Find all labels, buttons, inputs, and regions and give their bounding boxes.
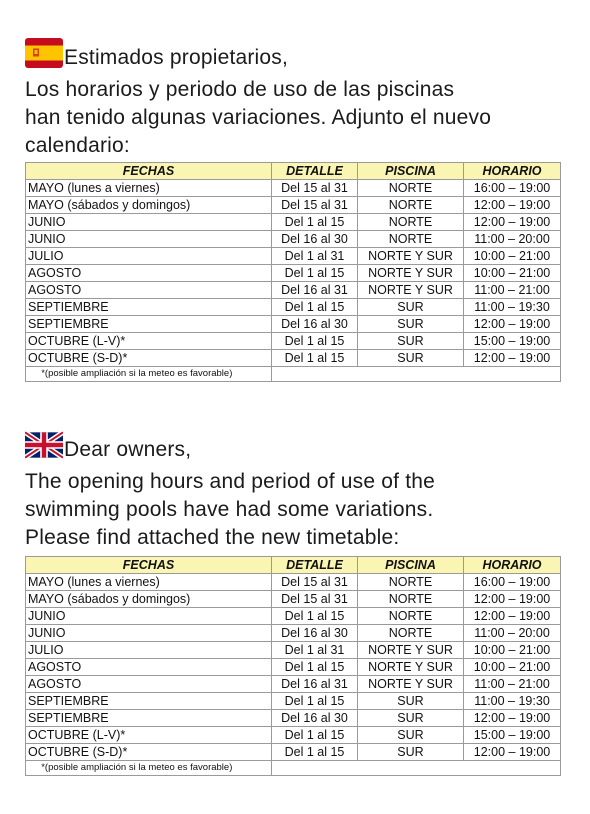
cell-fechas: MAYO (lunes a viernes) [26,574,272,591]
table-row [26,642,561,659]
cell-piscina: NORTE Y SUR [358,676,464,693]
cell-fechas: JUNIO [26,608,272,625]
table-row [26,265,561,282]
cell-horario: 10:00 – 21:00 [464,642,561,659]
cell-piscina: NORTE [358,608,464,625]
cell-horario: 12:00 – 19:00 [464,710,561,727]
table-row [26,608,561,625]
spanish-greeting-line [25,38,585,76]
table-row [26,350,561,367]
cell-detalle: Del 1 al 15 [272,659,358,676]
table-row [26,574,561,591]
table-row [26,591,561,608]
cell-detalle: Del 1 al 15 [272,299,358,316]
table-row [26,282,561,299]
schedule-table-english [25,556,561,776]
cell-piscina: NORTE Y SUR [358,659,464,676]
header-detalle: DETALLE [272,557,358,574]
table-row [26,197,561,214]
cell-detalle: Del 1 al 15 [272,265,358,282]
spanish-line-3: han tenido algunas variaciones. Adjunto el nuevo [25,106,492,129]
spain-flag-icon [25,38,63,76]
spanish-message [25,38,585,160]
cell-horario: 15:00 – 19:00 [464,727,561,744]
cell-fechas: MAYO (sábados y domingos) [26,591,272,608]
cell-piscina: SUR [358,333,464,350]
table-row [26,248,561,265]
cell-piscina: SUR [358,744,464,761]
table-row [26,659,561,676]
cell-detalle: Del 15 al 31 [272,180,358,197]
cell-fechas: OCTUBRE (S-D)* [26,350,272,367]
cell-horario: 10:00 – 21:00 [464,248,561,265]
spanish-greeting: Estimados propietarios, [64,46,289,69]
cell-detalle: Del 15 al 31 [272,574,358,591]
cell-detalle: Del 16 al 30 [272,625,358,642]
cell-horario: 11:00 – 20:00 [464,625,561,642]
header-horario: HORARIO [464,557,561,574]
cell-piscina: NORTE [358,625,464,642]
cell-fechas: JULIO [26,642,272,659]
cell-horario: 11:00 – 21:00 [464,282,561,299]
cell-fechas: SEPTIEMBRE [26,299,272,316]
header-fechas: FECHAS [26,557,272,574]
header-piscina: PISCINA [358,557,464,574]
cell-piscina: NORTE [358,180,464,197]
header-detalle: DETALLE [272,163,358,180]
cell-horario: 10:00 – 21:00 [464,659,561,676]
cell-detalle: Del 16 al 30 [272,231,358,248]
cell-piscina: SUR [358,350,464,367]
table-note: *(posible ampliación si la meteo es favorable) [26,367,272,382]
cell-horario: 12:00 – 19:00 [464,591,561,608]
cell-fechas: MAYO (lunes a viernes) [26,180,272,197]
english-line-3: swimming pools have had some variations. [25,498,434,521]
header-horario: HORARIO [464,163,561,180]
schedule-table-spanish [25,162,561,382]
cell-fechas: JUNIO [26,625,272,642]
cell-piscina: NORTE Y SUR [358,265,464,282]
cell-horario: 11:00 – 19:30 [464,299,561,316]
cell-detalle: Del 1 al 15 [272,350,358,367]
cell-horario: 15:00 – 19:00 [464,333,561,350]
cell-horario: 11:00 – 21:00 [464,676,561,693]
cell-detalle: Del 1 al 15 [272,608,358,625]
cell-detalle: Del 16 al 31 [272,282,358,299]
cell-detalle: Del 1 al 15 [272,214,358,231]
spanish-line-4: calendario: [25,134,130,157]
table-row [26,625,561,642]
table-note-row [26,761,561,776]
cell-fechas: SEPTIEMBRE [26,693,272,710]
cell-piscina: NORTE [358,591,464,608]
cell-fechas: OCTUBRE (L-V)* [26,727,272,744]
cell-piscina: SUR [358,727,464,744]
cell-piscina: SUR [358,710,464,727]
cell-fechas: AGOSTO [26,676,272,693]
cell-detalle: Del 1 al 15 [272,693,358,710]
table-row [26,180,561,197]
cell-horario: 11:00 – 19:30 [464,693,561,710]
cell-horario: 10:00 – 21:00 [464,265,561,282]
cell-detalle: Del 16 al 30 [272,316,358,333]
table-body [26,180,561,367]
cell-piscina: NORTE [358,214,464,231]
cell-detalle: Del 1 al 31 [272,642,358,659]
table-note: *(posible ampliación si la meteo es favorable) [26,761,272,776]
header-fechas: FECHAS [26,163,272,180]
cell-detalle: Del 15 al 31 [272,197,358,214]
cell-piscina: NORTE [358,231,464,248]
cell-detalle: Del 1 al 15 [272,744,358,761]
cell-horario: 12:00 – 19:00 [464,744,561,761]
table-header-row [26,557,561,574]
cell-fechas: AGOSTO [26,659,272,676]
cell-piscina: NORTE Y SUR [358,642,464,659]
table-row [26,231,561,248]
cell-horario: 16:00 – 19:00 [464,180,561,197]
cell-detalle: Del 1 al 15 [272,333,358,350]
english-greeting-line [25,430,585,468]
table-row [26,676,561,693]
cell-piscina: SUR [358,316,464,333]
header-piscina: PISCINA [358,163,464,180]
cell-piscina: NORTE [358,574,464,591]
cell-fechas: OCTUBRE (L-V)* [26,333,272,350]
cell-horario: 16:00 – 19:00 [464,574,561,591]
table-row [26,316,561,333]
cell-detalle: Del 16 al 30 [272,710,358,727]
spanish-line-2: Los horarios y periodo de uso de las piscinas [25,78,455,101]
cell-fechas: SEPTIEMBRE [26,710,272,727]
cell-horario: 11:00 – 20:00 [464,231,561,248]
cell-horario: 12:00 – 19:00 [464,214,561,231]
table-row [26,299,561,316]
english-line-4: Please find attached the new timetable: [25,526,400,549]
cell-fechas: SEPTIEMBRE [26,316,272,333]
cell-detalle: Del 1 al 15 [272,727,358,744]
table-row [26,333,561,350]
cell-fechas: MAYO (sábados y domingos) [26,197,272,214]
cell-piscina: NORTE Y SUR [358,282,464,299]
cell-fechas: JUNIO [26,214,272,231]
english-line-2: The opening hours and period of use of the [25,470,436,493]
cell-horario: 12:00 – 19:00 [464,197,561,214]
table-body [26,574,561,761]
english-greeting: Dear owners, [64,438,192,461]
cell-detalle: Del 15 al 31 [272,591,358,608]
cell-detalle: Del 1 al 31 [272,248,358,265]
table-note-row [26,367,561,382]
english-message [25,430,585,552]
table-header-row [26,163,561,180]
cell-fechas: AGOSTO [26,282,272,299]
cell-fechas: JULIO [26,248,272,265]
cell-horario: 12:00 – 19:00 [464,350,561,367]
cell-horario: 12:00 – 19:00 [464,608,561,625]
table-row [26,727,561,744]
cell-fechas: OCTUBRE (S-D)* [26,744,272,761]
table-row [26,710,561,727]
uk-flag-icon [25,430,63,468]
cell-piscina: SUR [358,693,464,710]
cell-piscina: NORTE Y SUR [358,248,464,265]
cell-detalle: Del 16 al 31 [272,676,358,693]
cell-fechas: JUNIO [26,231,272,248]
cell-piscina: SUR [358,299,464,316]
cell-piscina: NORTE [358,197,464,214]
table-row [26,693,561,710]
table-row [26,214,561,231]
table-row [26,744,561,761]
cell-horario: 12:00 – 19:00 [464,316,561,333]
cell-fechas: AGOSTO [26,265,272,282]
